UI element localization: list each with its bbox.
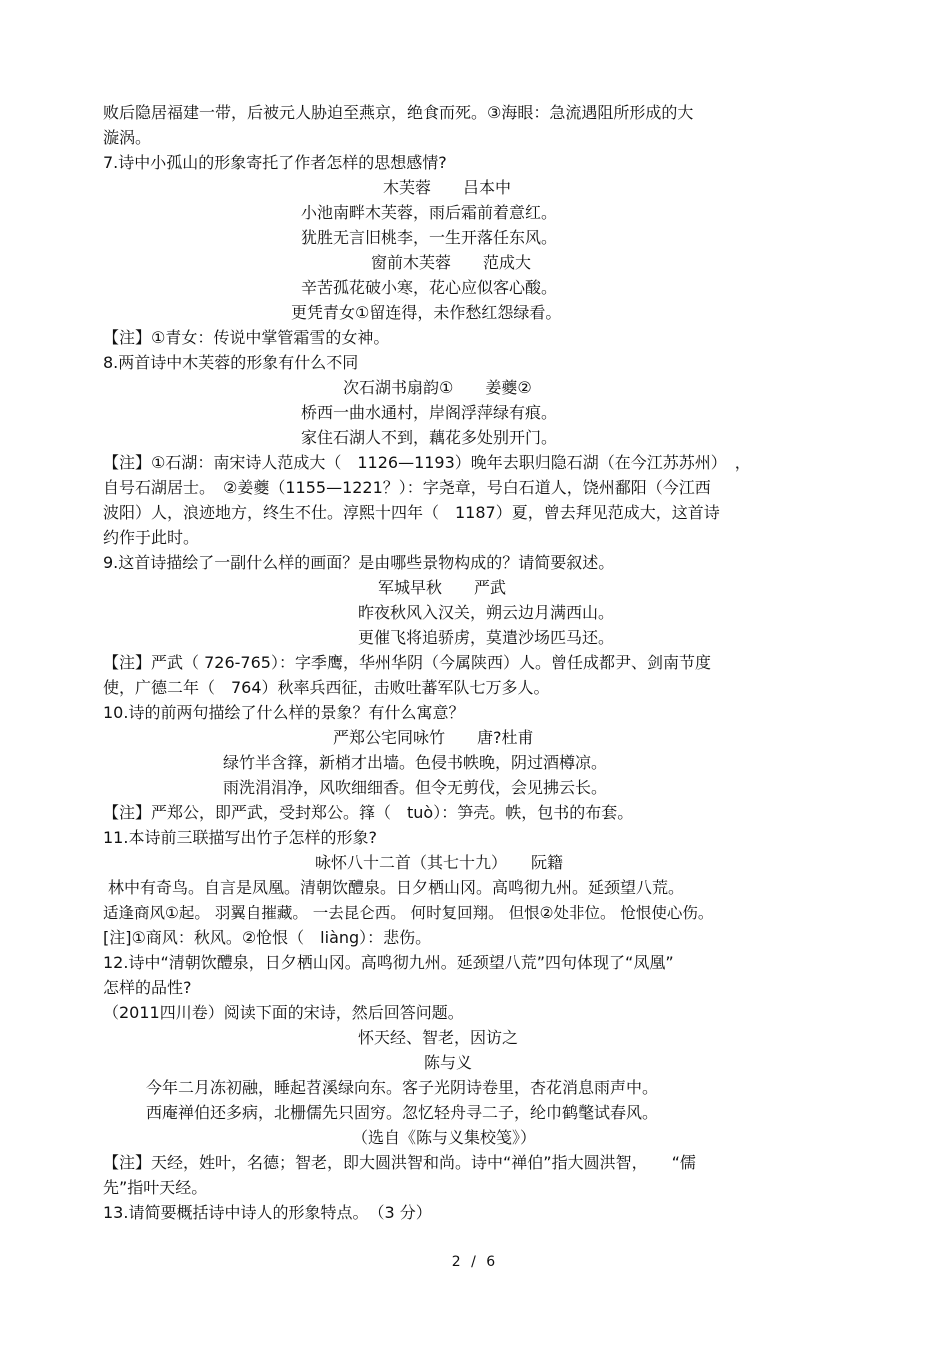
- poem-title: 军城早秋 严武: [378, 578, 507, 597]
- poem-title: 咏怀八十二首（其七十九） 阮籍: [315, 853, 564, 872]
- question-13: 13.请简要概括诗中诗人的形象特点。 （3 分）: [103, 1203, 432, 1222]
- note: [注]①商风：秋风。②怆恨（ liàng）：悲伤。: [103, 928, 432, 947]
- note: 【注】①青女：传说中掌管霜雪的女神。: [103, 328, 390, 347]
- note: 【注】①石湖：南宋诗人范成大（ 1126—1193）晚年去职归隐石湖（在今江苏苏州） ，: [103, 453, 751, 472]
- poem-line: 林中有奇鸟。自言是凤凰。清朝饮醴泉。日夕栖山冈。高鸣彻九州。延颈望八荒。: [108, 878, 685, 897]
- note: 【注】严武（ 726-765）：字季鹰，华州华阴（今属陕西）人。曾任成都尹、剑南节度: [103, 653, 711, 672]
- poem-line: 更催飞将追骄虏，莫遣沙场匹马还。: [358, 628, 615, 647]
- poem-line: 适逢商风①起。 羽翼自摧藏。 一去昆仑西。 何时复回翔。 但恨②处非位。 怆恨使心伤。: [103, 904, 714, 922]
- page-number: 2 / 6: [451, 1254, 499, 1270]
- poem-line: 家住石湖人不到，藕花多处别开门。: [301, 428, 558, 447]
- question-12-cont: 怎样的品性?: [103, 978, 192, 997]
- question-12: 12.诗中“清朝饮醴泉，日夕栖山冈。高鸣彻九州。延颈望八荒”四句体现了“凤凰”: [103, 953, 674, 972]
- note: 【注】天经，姓叶，名德；智老，即大圆洪智和尚。诗中“禅伯”指大圆洪智， “儒: [103, 1153, 696, 1172]
- note: 先”指叶天经。: [103, 1178, 208, 1197]
- text-line: 漩涡。: [103, 128, 152, 147]
- poem-title: 次石湖书扇韵① 姜夔②: [343, 378, 532, 397]
- text-line: 败后隐居福建一带，后被元人胁迫至燕京，绝食而死。③海眼：急流遇阻所形成的大: [103, 103, 694, 122]
- question-11: 11.本诗前三联描写出竹子怎样的形象?: [103, 828, 377, 847]
- poem-title: 木芙蓉 吕本中: [383, 178, 512, 197]
- note: 使，广德二年（ 764）秋率兵西征，击败吐蕃军队七万多人。: [103, 678, 550, 697]
- poem-line: 绿竹半含箨，新梢才出墙。色侵书帙晚，阴过酒樽凉。: [223, 753, 608, 772]
- section-intro: （2011四川卷）阅读下面的宋诗，然后回答问题。: [103, 1003, 464, 1022]
- poem-line: 西庵禅伯还多病，北栅儒先只固穷。忽忆轻舟寻二子，纶巾鹤氅试春风。: [146, 1103, 659, 1122]
- poem-line: 昨夜秋风入汉关，朔云边月满西山。: [358, 603, 615, 622]
- note: 【注】严郑公，即严武，受封郑公。箨（ tuò）：笋壳。帙，包书的布套。: [103, 803, 634, 822]
- question-7: 7.诗中小孤山的形象寄托了作者怎样的思想感情?: [103, 153, 447, 172]
- poem-line: 雨洗涓涓净，风吹细细香。但令无剪伐，会见拂云长。: [223, 778, 608, 797]
- poem-line: 犹胜无言旧桃李，一生开落任东风。: [301, 228, 558, 247]
- poem-title: 怀天经、智老，因访之: [358, 1028, 519, 1047]
- poem-line: 今年二月冻初融，睡起苕溪绿向东。客子光阴诗卷里，杏花消息雨声中。: [146, 1078, 659, 1097]
- note: 自号石湖居士。 ②姜夔（1155—1221？）：字尧章，号白石道人，饶州鄱阳（今江西: [103, 478, 711, 497]
- poem-line: 辛苦孤花破小寒，花心应似客心酸。: [301, 278, 558, 297]
- poem-author: 陈与义: [424, 1053, 473, 1072]
- question-10: 10.诗的前两句描绘了什么样的景象？有什么寓意？: [103, 703, 465, 722]
- poem-title: 严郑公宅同咏竹 唐?杜甫: [333, 728, 534, 747]
- question-9: 9.这首诗描绘了一副什么样的画面？是由哪些景物构成的？请简要叙述。: [103, 553, 615, 572]
- note: 波阳）人，浪迹地方，终生不仕。淳熙十四年（ 1187）夏，曾去拜见范成大，这首诗: [103, 503, 720, 522]
- note: 约作于此时。: [103, 528, 200, 547]
- poem-line: 小池南畔木芙蓉，雨后霜前着意红。: [301, 203, 558, 222]
- poem-title: 窗前木芙蓉 范成大: [371, 253, 532, 272]
- poem-line: 更凭青女①留连得，未作愁红怨绿看。: [291, 303, 562, 322]
- poem-source: （选自《陈与义集校笺》）: [352, 1128, 537, 1147]
- poem-line: 桥西一曲水通村，岸阁浮萍绿有痕。: [301, 403, 558, 422]
- question-8: 8.两首诗中木芙蓉的形象有什么不同: [103, 353, 359, 372]
